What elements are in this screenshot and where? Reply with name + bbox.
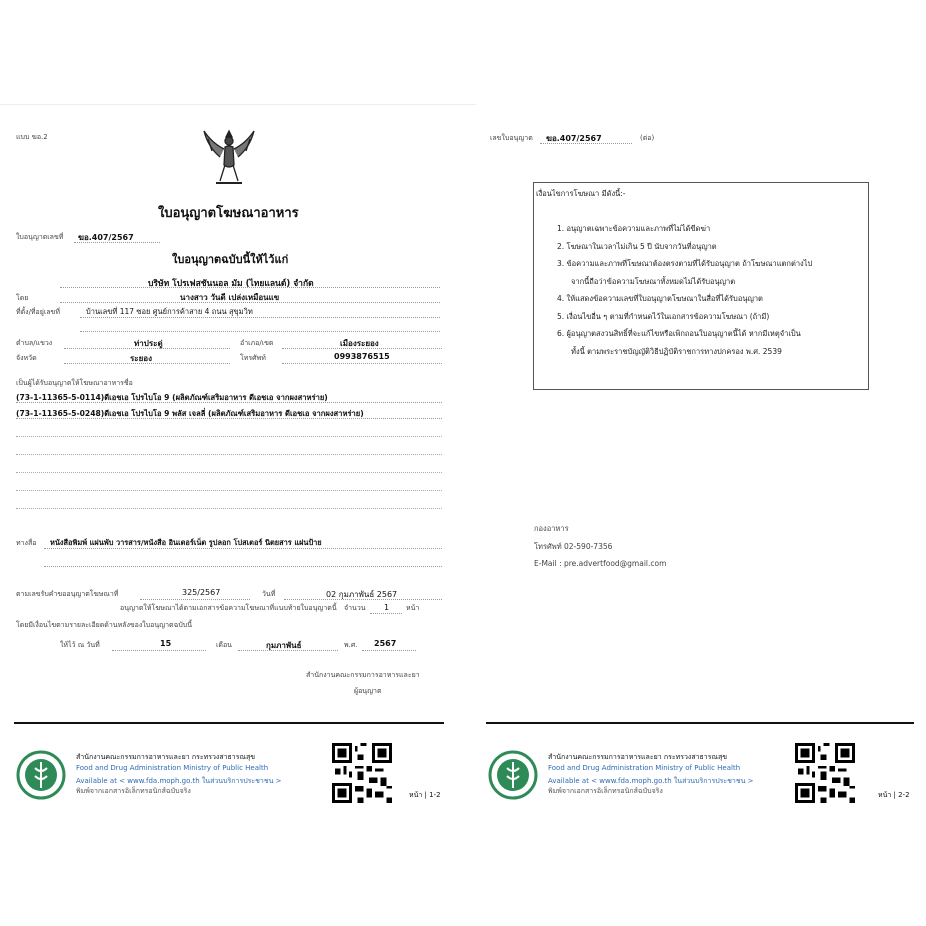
pages-label: หน้า xyxy=(406,604,420,612)
condition-3-cont: จากนี้ถือว่าข้อความโฆษณาทั้งหมดไม่ได้รับอนุญาต xyxy=(571,277,736,286)
right-license-label: เลขใบอนุญาต xyxy=(490,134,533,142)
address-value: บ้านเลขที่ 117 ซอย ศูนย์การค้าสาย 4 ถนน สุขุมวิท xyxy=(86,307,253,316)
division-email: E-Mail : pre.advertfood@gmail.com xyxy=(534,559,667,568)
product-2: (73-1-11365-5-0248)ดีเอชเอ โปรไบโอ 9 พลัส เจลลี่ (ผลิตภัณฑ์เสริมอาหาร ดีเอชเอ จากผงสาหร่าย) xyxy=(16,409,364,418)
qr-code-icon xyxy=(795,743,855,803)
right-license-no: ฆอ.407/2567 xyxy=(546,134,602,143)
division: กองอาหาร xyxy=(534,524,569,533)
given-year: 2567 xyxy=(374,639,397,648)
subdistrict-value: ท่าประดู่ xyxy=(134,339,163,348)
fda-logo-icon xyxy=(488,750,538,800)
print-note-left: พิมพ์จากเอกสารอิเล็กทรอนิกส์ฉบับจริง xyxy=(76,787,191,795)
address-label: ที่ตั้ง/ที่อยู่เลขที่ xyxy=(16,308,60,316)
company-name: บริษัท โปรเฟสชันนอล มัม (ไทยแลนด์) จำกัด xyxy=(148,279,314,289)
count-label: จำนวน xyxy=(344,604,366,612)
footer-rule-right xyxy=(486,722,914,724)
given-month: กุมภาพันธ์ xyxy=(266,641,302,650)
media-label: ทางสื่อ xyxy=(16,539,37,547)
org-th-right: สำนักงานคณะกรรมการอาหารและยา กระทรวงสาธารณสุข xyxy=(548,753,728,761)
right-cont: (ต่อ) xyxy=(640,134,655,142)
date-label: วันที่ xyxy=(262,590,276,598)
month-label: เดือน xyxy=(216,641,232,649)
available-right: Available at < www.fda.moph.go.th ในส่วนบริการประชาชน > xyxy=(548,777,754,785)
attach-text: อนุญาตให้โฆษณาได้ตามเอกสารข้อความโฆษณาที่แนบท้ายใบอนุญาตนี้ xyxy=(120,604,337,612)
count-value: 1 xyxy=(384,603,390,612)
granted-heading: ใบอนุญาตฉบับนี้ให้ไว้แก่ xyxy=(172,253,289,266)
license-no-label: ใบอนุญาตเลขที่ xyxy=(16,233,64,241)
district-value: เมืองระยอง xyxy=(340,339,379,348)
fda-logo-icon xyxy=(16,750,66,800)
page-no-left: หน้า | 1-2 xyxy=(409,791,441,799)
media-value: หนังสือพิมพ์ แผ่นพับ วารสาร/หนังสือ อินเตอร์เน็ต รูปลอก โปสเตอร์ นิตยสาร แผ่นป้าย xyxy=(50,538,322,547)
given-day: 15 xyxy=(160,639,172,648)
org-en-right: Food and Drug Administration Ministry of Public Health xyxy=(548,764,741,772)
product-1: (73-1-11365-5-0114)ดีเอชเอ โปรไบโอ 9 (ผลิตภัณฑ์เสริมอาหาร ดีเอชเอ จากผงสาหร่าย) xyxy=(16,393,328,402)
phone-value: 0993876515 xyxy=(334,352,390,361)
products-label: เป็นผู้ได้รับอนุญาตให้โฆษณาอาหารชื่อ xyxy=(16,379,133,387)
province-value: ระยอง xyxy=(130,354,152,363)
available-left: Available at < www.fda.moph.go.th ในส่วนบริการประชาชน > xyxy=(76,777,282,785)
conditions-note: โดยมีเงื่อนไขตามรายละเอียดด้านหลังของใบอนุญาตฉบับนี้ xyxy=(16,621,193,629)
condition-5: 5. เงื่อนไขอื่น ๆ ตามที่กำหนดไว้ในเอกสารข้อความโฆษณา (ถ้ามี) xyxy=(557,312,770,321)
request-no-label: ตามเลขรับคำขออนุญาตโฆษณาที่ xyxy=(16,590,119,598)
condition-4: 4. ให้แสดงข้อความเลขที่ใบอนุญาตโฆษณาในสื่อที่ได้รับอนุญาต xyxy=(557,294,763,303)
by-label: โดย xyxy=(16,294,29,302)
condition-6: 6. ผู้อนุญาตสงวนสิทธิ์ที่จะแก้ไขหรือเพิกถอนใบอนุญาตนี้ได้ หากมีเหตุจำเป็น xyxy=(557,329,801,338)
condition-3: 3. ข้อความและภาพที่โฆษณาต้องตรงตามที่ได้รับอนุญาต ถ้าโฆษณาแตกต่างไป xyxy=(557,259,813,268)
division-phone: โทรศัพท์ 02-590-7356 xyxy=(534,542,613,551)
license-no-value: ฆอ.407/2567 xyxy=(78,233,134,242)
page-no-right: หน้า | 2-2 xyxy=(878,791,910,799)
condition-2: 2. โฆษณาในเวลาไม่เกิน 5 ปี นับจากวันที่อนุญาต xyxy=(557,242,717,251)
subdistrict-label: ตำบล/แขวง xyxy=(16,339,53,347)
date-value: 02 กุมภาพันธ์ 2567 xyxy=(326,590,398,599)
province-label: จังหวัด xyxy=(16,354,37,362)
issuer: สำนักงานคณะกรรมการอาหารและยา xyxy=(306,671,420,679)
condition-1: 1. อนุญาตเฉพาะข้อความและภาพที่ไม่ได้ขีดฆ่า xyxy=(557,224,711,233)
license-title: ใบอนุญาตโฆษณาอาหาร xyxy=(158,206,299,221)
footer-rule-left xyxy=(14,722,444,724)
condition-6-cont: ทั้งนี้ ตามพระราชบัญญัติวิธีปฏิบัติราชการทางปกครอง พ.ศ. 2539 xyxy=(571,347,782,356)
request-no-value: 325/2567 xyxy=(182,588,221,597)
print-note-right: พิมพ์จากเอกสารอิเล็กทรอนิกส์ฉบับจริง xyxy=(548,787,663,795)
garuda-emblem-icon xyxy=(198,125,260,189)
issuer-role: ผู้อนุญาต xyxy=(354,687,382,695)
top-rule xyxy=(0,104,476,105)
org-th-left: สำนักงานคณะกรรมการอาหารและยา กระทรวงสาธารณสุข xyxy=(76,753,256,761)
conditions-heading: เงื่อนไขการโฆษณา มีดังนี้:- xyxy=(536,189,626,198)
form-code: แบบ ฆอ.2 xyxy=(16,133,48,141)
given-label: ให้ไว้ ณ วันที่ xyxy=(60,641,100,649)
by-value: นางสาว วันดี เปล่งเหมือนแข xyxy=(180,293,280,302)
year-label: พ.ศ. xyxy=(344,641,358,649)
org-en-left: Food and Drug Administration Ministry of Public Health xyxy=(76,764,269,772)
phone-label: โทรศัพท์ xyxy=(240,354,266,362)
district-label: อำเภอ/เขต xyxy=(240,339,274,347)
qr-code-icon xyxy=(332,743,392,803)
